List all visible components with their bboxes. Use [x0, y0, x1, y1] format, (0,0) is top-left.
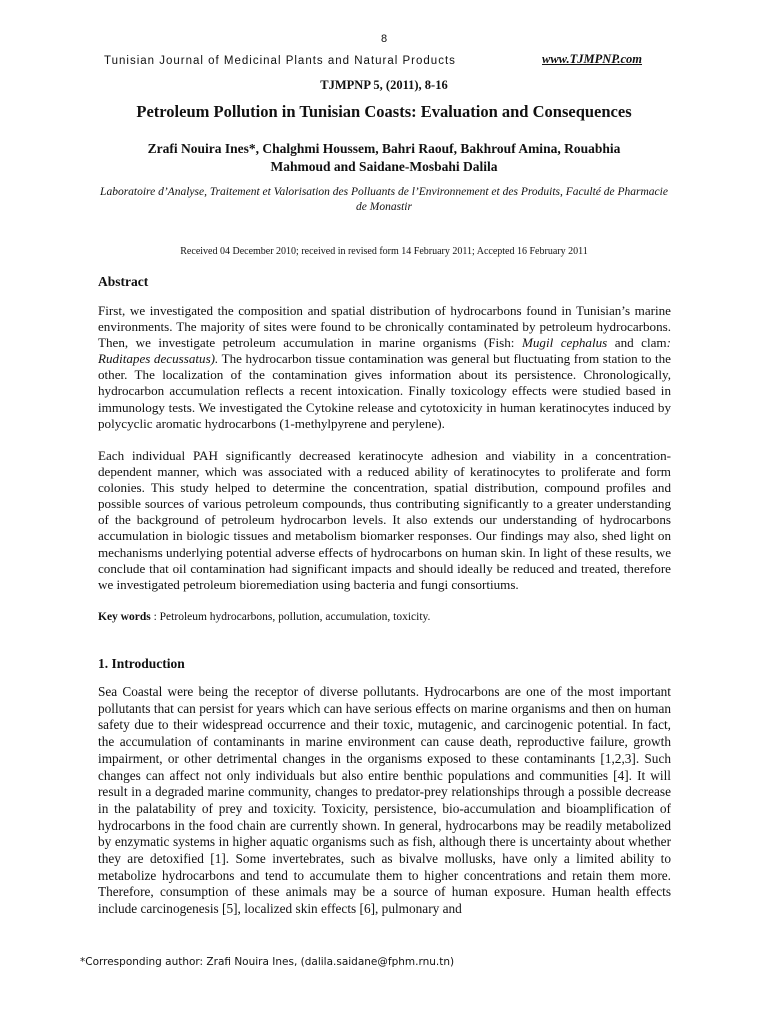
- abstract-heading: Abstract: [98, 274, 149, 289]
- keywords-text: : Petroleum hydrocarbons, pollution, accumulation, toxicity.: [150, 611, 431, 623]
- abstract-text-b: and clam: [607, 335, 667, 351]
- page-number: 8: [380, 33, 388, 45]
- abstract-paragraph-1: [98, 303, 671, 432]
- authors-line-2: Mahmoud and Saidane-Mosbahi Dalila: [270, 159, 498, 174]
- fish-species-name: Mugil cephalus: [521, 335, 608, 351]
- abstract-text-c: The hydrocarbon tissue contamination was general but fluctuating from station to the other. The localization of the contamination gives information about its persistence. Chronologically, hydrocarbon accumulation reflects a recent intoxication. Finally toxicology effects were studied based in immunology tests. We investigated the Cytokine release and cytotoxicity in human keratinocytes induced by polycyclic aromatic hydrocarbons (1-methylpyrene and perylene).: [98, 351, 671, 431]
- corresponding-author-footnote: *Corresponding author: Zrafi Nouira Ines, (dalila.saidane@fphm.rnu.tn): [80, 956, 455, 968]
- clam-species-name: : Ruditapes decussatus).: [98, 335, 671, 367]
- abstract-text-a: First, we investigated the composition and spatial distribution of hydrocarbons found in Tunisian’s marine environments. The majority of sites were found to be chronically contaminated by petroleum hydrocarbons. Then, we investigate petroleum accumulation in marine organisms (Fish:: [98, 303, 671, 351]
- journal-name: Tunisian Journal of Medicinal Plants and Natural Products: [104, 55, 456, 67]
- introduction-heading: 1. Introduction: [98, 656, 185, 671]
- journal-url-link[interactable]: www.TJMPNP.com: [542, 52, 643, 66]
- received-dates: Received 04 December 2010; received in revised form 14 February 2011; Accepted 16 February 2011: [180, 246, 588, 257]
- volume-info: TJMPNP 5, (2011), 8-16: [320, 78, 448, 92]
- authors-line-1: Zrafi Nouira Ines*, Chalghmi Houssem, Bahri Raouf, Bakhrouf Amina, Rouabhia: [147, 141, 621, 156]
- author-list: [100, 140, 668, 176]
- affiliation: Laboratoire d’Analyse, Traitement et Valorisation des Polluants de l’Environnement et des Produits, Faculté de Pharmacie de Monastir: [100, 186, 668, 213]
- abstract-paragraph-2: Each individual PAH significantly decreased keratinocyte adhesion and viability in a concentration-dependent manner, which was associated with a reduced ability of keratinocytes to proliferate and form colonies. This study helped to determine the concentration, spatial distribution, compound profiles and possible sources of various petroleum compounds, thus contributing significantly to a greater understanding of the background of petroleum hydrocarbon levels. It also extends our understanding of hydrocarbons accumulation in biologic tissues and metabolism biomarker responses. Our findings may also, shed light on mechanisms underlying potential adverse effects of hydrocarbons on human skin. In light of these results, we conclude that oil contamination had significant impacts and should ideally be reduced and treated, therefore we investigated petroleum bioremediation using bacteria and fungi consortiums.: [98, 448, 671, 592]
- introduction-paragraph: Sea Coastal were being the receptor of diverse pollutants. Hydrocarbons are one of the most important pollutants that can persist for years which can have serious effects on marine organisms and then on human safety due to their widespread occurrence and their toxic, mutagenic, and carcinogenic potential. In fact, the accumulation of contaminants in marine environment can cause death, reproductive failure, growth impairment, or other detrimental changes in the organisms exposed to these contaminants [1,2,3]. Such changes can affect not only individuals but also entire benthic populations and communities [4]. It will result in a degraded marine community, changes to predator-prey relationships through a possible decrease in the palatability of prey and toxicity. Toxicity, persistence, bio-accumulation and bioamplification of hydrocarbons in the food chain are currently shown. In general, hydrocarbons may be readily metabolized by enzymatic systems in higher aquatic organisms such as fish, although there is uncertainty about whether they are detoxified [1]. Some invertebrates, such as bivalve mollusks, have only a limited ability to metabolize hydrocarbons and tend to accumulate them to higher concentrations and retain them more. Therefore, consumption of these animals may be a source of human exposure. Human health effects include carcinogenesis [5], localized skin effects [6], pulmonary and: [98, 684, 671, 917]
- keywords-label: Key words: [98, 611, 151, 623]
- keywords: [98, 611, 671, 623]
- article-title: Petroleum Pollution in Tunisian Coasts: Evaluation and Consequences: [136, 102, 632, 121]
